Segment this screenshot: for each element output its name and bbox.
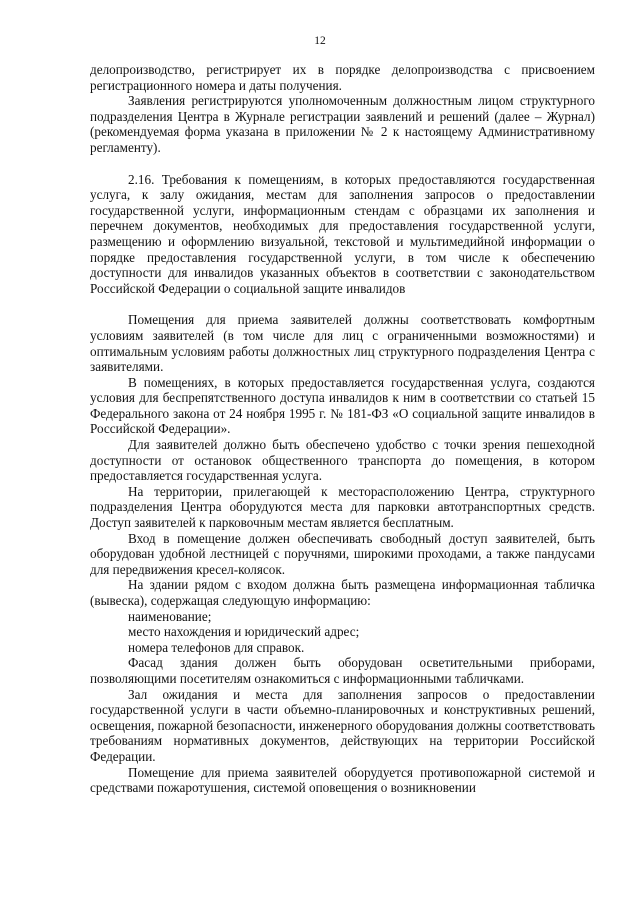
paragraph: На здании рядом с входом должна быть размещена информационная табличка (вывеска), содержащая следующую информацию: bbox=[90, 577, 595, 608]
paragraph: 2.16. Требования к помещениям, в которых предоставляются государственная услуга, к залу ожидания, местам для заполнения запросов о предоставлении государственной услуги, информационным стендам с образцами их заполнения и перечнем документов, необходимых для предоставления государственной услуги, размещению и оформлению визуальной, текстовой и мультимедийной информации о порядке предоставления государственной услуги, в том числе к обеспечению доступности для инвалидов указанных объектов в соответствии с законодательством Российской Федерации о социальной защите инвалидов bbox=[90, 171, 595, 296]
paragraph: делопроизводство, регистрирует их в порядке делопроизводства с присвоением регистрационного номера и даты получения. bbox=[90, 62, 595, 93]
list-item: наименование; bbox=[128, 608, 212, 624]
list-item: номера телефонов для справок. bbox=[128, 639, 305, 655]
document-body bbox=[90, 62, 595, 796]
page-number: 12 bbox=[314, 35, 326, 47]
list-item: место нахождения и юридический адрес; bbox=[128, 624, 360, 640]
paragraph: На территории, прилегающей к месторасположению Центра, структурного подразделения Центра оборудуются места для парковки автотранспортных средств. Доступ заявителей к парковочным местам является бесплатным. bbox=[90, 483, 595, 531]
paragraph: В помещениях, в которых предоставляется государственная услуга, создаются условия для беспрепятственного доступа инвалидов к ним в соответствии со статьей 15 Федерального закона от 24 ноября 1995 г. № 181-ФЗ «О социальной защите инвалидов в Российской Федерации». bbox=[90, 374, 595, 437]
paragraph: Заявления регистрируются уполномоченным должностным лицом структурного подразделения Центра в Журнале регистрации заявлений и решений (далее – Журнал) (рекомендуемая форма указана в приложении № 2 к настоящему Административному регламенту). bbox=[90, 93, 595, 155]
paragraph: Помещение для приема заявителей оборудуется противопожарной системой и средствами пожаротушения, системой оповещения о возникновении bbox=[90, 764, 595, 796]
paragraph: Фасад здания должен быть оборудован осветительными приборами, позволяющими посетителям ознакомиться с информационными табличками. bbox=[90, 655, 595, 686]
paragraph: Помещения для приема заявителей должны соответствовать комфортным условиям заявителей (в том числе для лиц с ограниченными возможностями) и оптимальным условиям работы должностных лиц структурного подразделения Центра с заявителями. bbox=[90, 312, 595, 375]
paragraph: Зал ожидания и места для заполнения запросов о предоставлении государственной услуги в части объемно-планировочных и конструктивных решений, освещения, пожарной безопасности, инженерного оборудования должны соответствовать требованиям нормативных документов, действующих на территории Российской Федерации. bbox=[90, 686, 595, 764]
paragraph: Вход в помещение должен обеспечивать свободный доступ заявителей, быть оборудован удобной лестницей с поручнями, широкими проходами, а также пандусами для передвижения кресел-колясок. bbox=[90, 530, 595, 577]
paragraph: Для заявителей должно быть обеспечено удобство с точки зрения пешеходной доступности от остановок общественного транспорта до помещения, в котором предоставляется государственная услуга. bbox=[90, 437, 595, 484]
